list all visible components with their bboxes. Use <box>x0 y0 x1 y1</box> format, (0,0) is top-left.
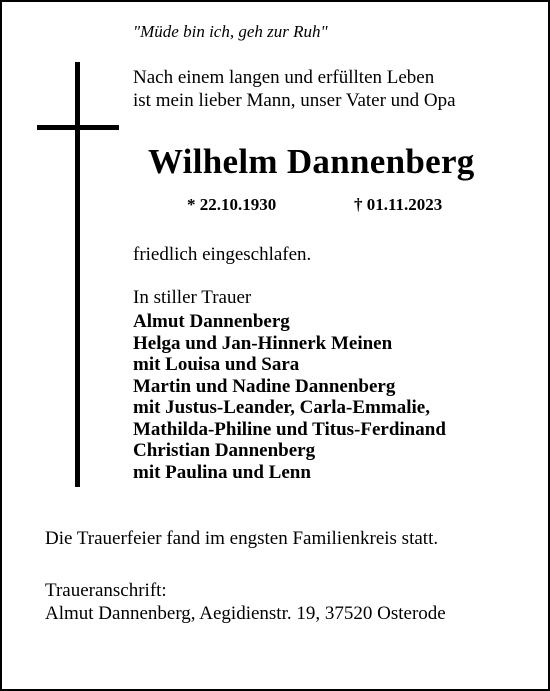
mourner-line: Mathilda-Philine und Titus-Ferdinand <box>133 418 446 440</box>
mourner-line: Helga und Jan-Hinnerk Meinen <box>133 332 393 354</box>
death-date: † 01.11.2023 <box>354 195 443 214</box>
deceased-name: Wilhelm Dannenberg <box>148 142 475 181</box>
cross-icon-bar <box>37 125 119 130</box>
address-label: Traueranschrift: <box>45 580 167 601</box>
passing-text: friedlich eingeschlafen. <box>133 244 312 265</box>
mourning-intro: In stiller Trauer <box>133 287 252 308</box>
mourner-line: mit Louisa und Sara <box>133 354 300 375</box>
mourner-line: mit Paulina und Lenn <box>133 461 311 483</box>
intro-line: ist mein lieber Mann, unser Vater und Opa <box>133 90 456 111</box>
mourner-line: Martin und Nadine Dannenberg <box>133 375 396 397</box>
motto-quote: "Müde bin ich, geh zur Ruh" <box>133 22 328 41</box>
intro-text <box>133 66 456 112</box>
mourner-line: Almut Dannenberg <box>133 311 290 332</box>
address: Almut Dannenberg, Aegidienstr. 19, 37520 Osterode <box>45 603 446 624</box>
mourners-list <box>133 311 446 483</box>
intro-line: Nach einem langen und erfüllten Leben <box>133 67 435 88</box>
birth-date: * 22.10.1930 <box>187 195 277 214</box>
funeral-note: Die Trauerfeier fand im engsten Familienkreis statt. <box>45 528 439 549</box>
mourner-line: mit Justus-Leander, Carla-Emmalie, <box>133 397 430 418</box>
mourner-line: Christian Dannenberg <box>133 440 316 461</box>
